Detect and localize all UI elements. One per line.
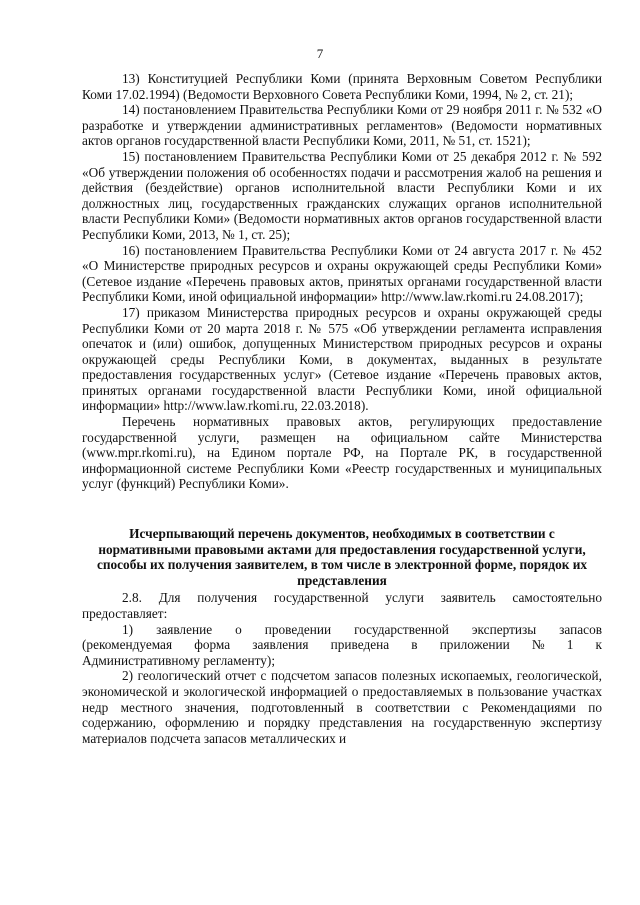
list-item-15: 15) постановлением Правительства Республики Коми от 25 декабря 2012 г. № 592 «Об утверждении положения об особенностях подачи и рассмотрения жалоб на решения и действия (бездействие) органов исполнительной власти Республики Коми и их должностных лиц, государственных гражданских служащих органов исполнительной власти Республики Коми» (Ведомости нормативных актов органов государственной власти Республики Коми, 2013, № 1, ст. 25); bbox=[82, 148, 602, 242]
word: проведении bbox=[264, 621, 332, 637]
section-2-8-intro: 2.8. Для получения государственной услуги заявитель самостоятельно предоставляет: bbox=[82, 590, 602, 621]
word: форма bbox=[194, 637, 231, 653]
word: в bbox=[411, 637, 418, 653]
word: государственной bbox=[354, 621, 449, 637]
word: (рекомендуемая bbox=[82, 637, 173, 653]
document-item-1-line-3: Административному регламенту); bbox=[82, 652, 276, 668]
page-number: 7 bbox=[316, 46, 324, 61]
word: приложении bbox=[439, 637, 510, 653]
word: № bbox=[531, 637, 545, 653]
document-item-1 bbox=[82, 622, 602, 669]
word: 1) bbox=[122, 621, 134, 637]
page-content bbox=[82, 71, 602, 746]
list-item-14: 14) постановлением Правительства Республики Коми от 29 ноября 2011 г. № 532 «О разработке и утверждении административных регламентов» (Ведомости нормативных актов органов государственной власти Республики Коми, 2011, № 51, ст. 1521); bbox=[82, 102, 602, 149]
word: экспертизы bbox=[471, 621, 537, 637]
legal-acts-paragraph: Перечень нормативных правовых актов, регулирующих предоставление государственной услуги, размещен на официальном сайте Министерства (www.mpr.rkomi.ru), на Едином портале РФ, на Портале РК, в государственной информационной системе Республики Коми «Реестр государственных и муниципальных услуг (функций) Республики Коми». bbox=[82, 414, 602, 492]
word: заявления bbox=[252, 637, 309, 653]
section-heading: Исчерпывающий перечень документов, необходимых в соответствии с нормативными правовыми актами для предоставления государственной услуги, способы их получения заявителем, в том числе в электронной форме, порядок их представления bbox=[96, 526, 588, 588]
list-item-16: 16) постановлением Правительства Республики Коми от 24 августа 2017 г. № 452 «О Министерстве природных ресурсов и охраны окружающей среды Республики Коми» (Сетевое издание «Перечень правовых актов, принятых органами государственной власти Республики Коми, иной официальной информации» http://www.law.rkomi.ru 24.08.2017); bbox=[82, 242, 602, 305]
document-item-1-line-1 bbox=[82, 622, 602, 638]
word: запасов bbox=[559, 621, 602, 637]
word: о bbox=[235, 621, 242, 637]
word: 1 bbox=[566, 637, 574, 653]
document-item-1-line-2 bbox=[82, 637, 602, 653]
document-item-2: 2) геологический отчет с подсчетом запасов полезных ископаемых, геологической, экономической и экологической информацией о предоставляемых в пользование участках недр местного значения, подготовленный в соответствии с Рекомендациями по содержанию, оформлению и порядку представления на государственную экспертизу материалов подсчета запасов металлических и bbox=[82, 668, 602, 746]
word: приведена bbox=[330, 637, 390, 653]
word: заявление bbox=[156, 621, 213, 637]
list-item-17: 17) приказом Министерства природных ресурсов и охраны окружающей среды Республики Коми от 20 марта 2018 г. № 575 «Об утверждении регламента исправления опечаток и (или) ошибок, допущенных Министерством природных ресурсов и охраны окружающей среды Республики Коми, в документах, выданных в результате предоставления государственных услуг» (Сетевое издание «Перечень правовых актов, принятых органами государственной власти Республики Коми, иной официальной информации» http://www.law.rkomi.ru, 22.03.2018). bbox=[82, 304, 602, 414]
word: к bbox=[595, 637, 602, 653]
list-item-13: 13) Конституцией Республики Коми (принята Верховным Советом Республики Коми 17.02.1994) (Ведомости Верховного Совета Республики Коми, 1994, № 2, ст. 21); bbox=[82, 71, 602, 102]
